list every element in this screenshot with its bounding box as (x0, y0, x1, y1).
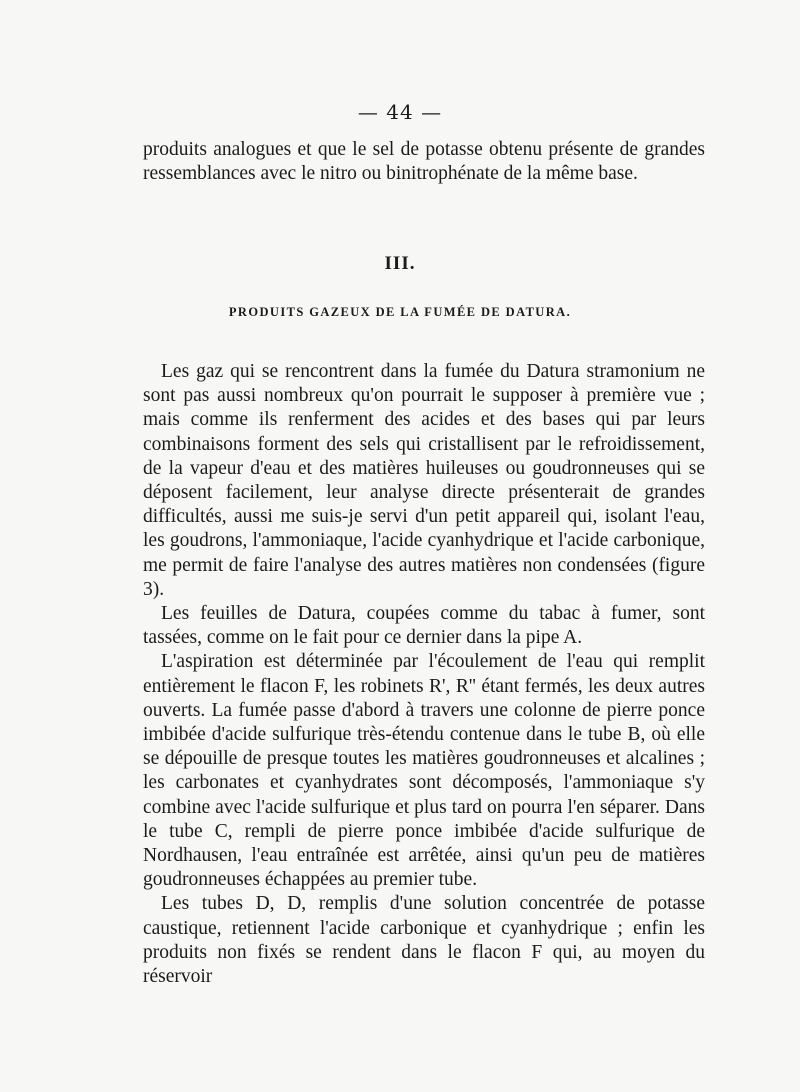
page-number: — 44 — (357, 100, 443, 124)
intro-paragraph: produits analogues et que le sel de potasse obtenu présente de grandes ressemblances avec le nitro ou binitrophénate de la même base. (143, 139, 705, 185)
paragraph-2: Les feuilles de Datura, coupées comme du tabac à fumer, sont tassées, comme on le fait pour ce dernier dans la pipe A. (143, 603, 705, 649)
body-text (143, 360, 705, 989)
paragraph-4: Les tubes D, D, remplis d'une solution concentrée de potasse caustique, retiennent l'acide carbonique et cyanhydrique ; enfin les produits non fixés se rendent dans le flacon F qui, au moyen du réservoir (143, 893, 705, 988)
section-numeral: III. (384, 253, 416, 274)
intro-text (143, 138, 705, 186)
paragraph-1: Les gaz qui se rencontrent dans la fumée du Datura stramonium ne sont pas aussi nombreux qu'on pourrait le supposer à première vue ; mais comme ils renferment des acides et des bases qui par leurs combinaisons forment des sels qui cristallisent par le refroidissement, de la vapeur d'eau et des matières huileuses ou goudronneuses qui se déposent facilement, leur analyse directe présenterait de grandes difficultés, aussi me suis-je servi d'un petit appareil qui, isolant l'eau, les goudrons, l'ammoniaque, l'acide cyanhydrique et l'acide carbonique, me permit de faire l'analyse des autres matières non condensées (figure 3). (143, 361, 705, 600)
paragraph-3: L'aspiration est déterminée par l'écoulement de l'eau qui remplit entièrement le flacon F, les robinets R', R'' étant fermés, les deux autres ouverts. La fumée passe d'abord à travers une colonne de pierre ponce imbibée d'acide sulfurique très-étendu contenue dans le tube B, où elle se dépouille de presque toutes les matières goudronneuses et alcalines ; les carbonates et cyanhydrates sont décomposés, l'ammoniaque s'y combine avec l'acide sulfurique et plus tard on pourra l'en séparer. Dans le tube C, rempli de pierre ponce imbibée d'acide sulfurique de Nordhausen, l'eau entraînée est arrêtée, ainsi qu'un peu de matières goudronneuses échappées au premier tube. (143, 651, 705, 891)
section-title: PRODUITS GAZEUX DE LA FUMÉE DE DATURA. (228, 305, 572, 319)
